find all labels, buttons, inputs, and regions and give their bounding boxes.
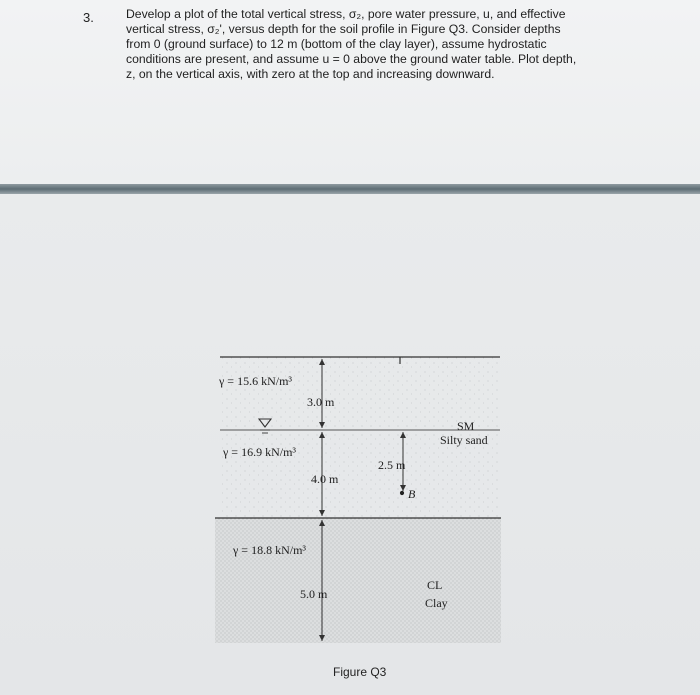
- gamma-middle-label: γ = 16.9 kN/m³: [223, 445, 297, 459]
- clay-code-label: CL: [427, 578, 443, 592]
- problem-line: conditions are present, and assume u = 0 above the ground water table. Plot depth,: [126, 52, 577, 66]
- clay-name-label: Clay: [425, 596, 448, 610]
- problem-number: 3.: [83, 10, 94, 25]
- problem-line: Develop a plot of the total vertical stress, σ₂, pore water pressure, u, and effective: [126, 7, 566, 21]
- problem-line: z, on the vertical axis, with zero at the top and increasing downward.: [126, 67, 495, 81]
- clay-layer: [215, 518, 501, 643]
- sand-name-label: Silty sand: [440, 433, 488, 447]
- depth-to-b-label: 2.5 m: [378, 458, 406, 472]
- point-b-marker: [400, 491, 404, 495]
- figure-caption: Figure Q3: [333, 665, 387, 679]
- sand-code-label: SM: [457, 419, 475, 433]
- gamma-top-label: γ = 15.6 kN/m³: [219, 374, 293, 388]
- problem-line: vertical stress, σ₂', versus depth for the soil profile in Figure Q3. Consider depths: [126, 22, 561, 36]
- thickness-clay-label: 5.0 m: [300, 587, 328, 601]
- problem-line: from 0 (ground surface) to 12 m (bottom of the clay layer), assume hydrostatic: [126, 37, 547, 51]
- point-b-label: B: [408, 487, 416, 501]
- thickness-middle-label: 4.0 m: [311, 472, 339, 486]
- gamma-clay-label: γ = 18.8 kN/m³: [233, 543, 307, 557]
- thickness-top-label: 3.0 m: [307, 395, 335, 409]
